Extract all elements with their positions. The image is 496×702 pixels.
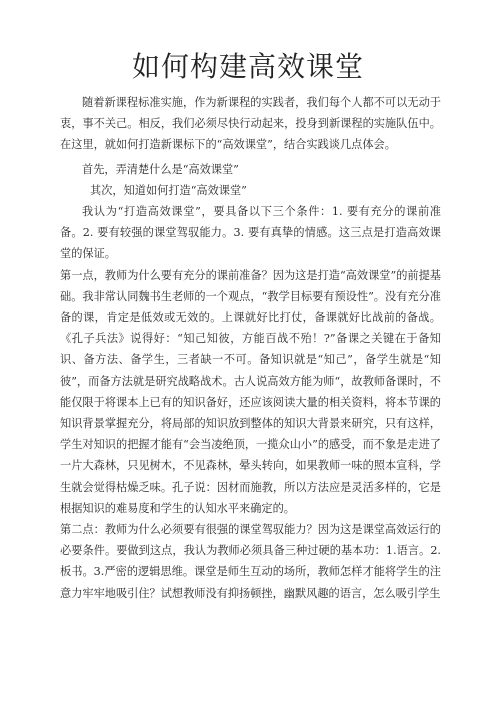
paragraph-conditions: 我认为“打造高效课堂”，要具备以下三个条件：1. 要有充分的课前准备。2. 要有较强的课堂驾驭能力。3. 要有真挚的情感。这三点是打造高效课堂的保证。 xyxy=(60,205,441,261)
paragraph-second: 其次，知道如何打造“高效课堂” xyxy=(90,183,247,197)
paragraph-point-one: 第一点，教师为什么要有充分的课前准备？因为这是打造“高效课堂”的前提基础。我非常认同魏书生老师的一个观点，“教学目标要有预设性”。没有充分准备的课，肯定是低效或无效的。上课就好比打仗，备课就好比战前的备战。《孔子兵法》说得好：“知己知彼，方能百战不殆！?”备课之关键在于备知识、备方法、备学生，三者缺一不可。备知识就是“知己”，备学生就是“知彼”，而备方法就是研究战略战术。古人说高效方能为师“，故教师备课时，不能仅限于将课本上已有的知识备好，还应该阅读大量的相关资料，将本节课的知识背景掌握充分，将局部的知识放到整体的知识大背景来研究，只有这样，学生对知识的把握才能有“会当凌绝顶，一揽众山小”的感受，而不象是走进了一片大森林，只见树木，不见森林，晕头转向，如果教师一味的照本宣科，学生就会觉得枯燥乏味。孔子说：因材而施教，所以方法应是灵活多样的，它是根据知识的难易度和学生的认知水平来确定的。 xyxy=(60,268,441,515)
document-body xyxy=(60,92,441,604)
paragraph-intro: 随着新课程标准实施，作为新课程的实践者，我们每个人都不可以无动于衷，事不关己。相反，我们必须尽快行动起来，投身到新课程的实施队伍中。在这里，就如何打造新课标下的“高效课堂”，结合实践谈几点体会。 xyxy=(60,96,441,152)
document-title: 如何构建高效课堂 xyxy=(131,50,364,83)
paragraph-first: 首先，弄清楚什么是“高效课堂” xyxy=(82,162,239,176)
paragraph-point-two: 第二点：教师为什么必须要有很强的课堂驾驭能力？因为这是课堂高效运行的必要条件。要做到这点，我认为教师必须具备三种过硬的基本功：1.语言。2.板书。3.严密的逻辑思维。课堂是师生互动的场所，教师怎样才能将学生的注意力牢牢地吸引住？试想教师没有抑扬顿挫，幽默风趣的语言，怎么吸引学生 xyxy=(60,523,441,600)
